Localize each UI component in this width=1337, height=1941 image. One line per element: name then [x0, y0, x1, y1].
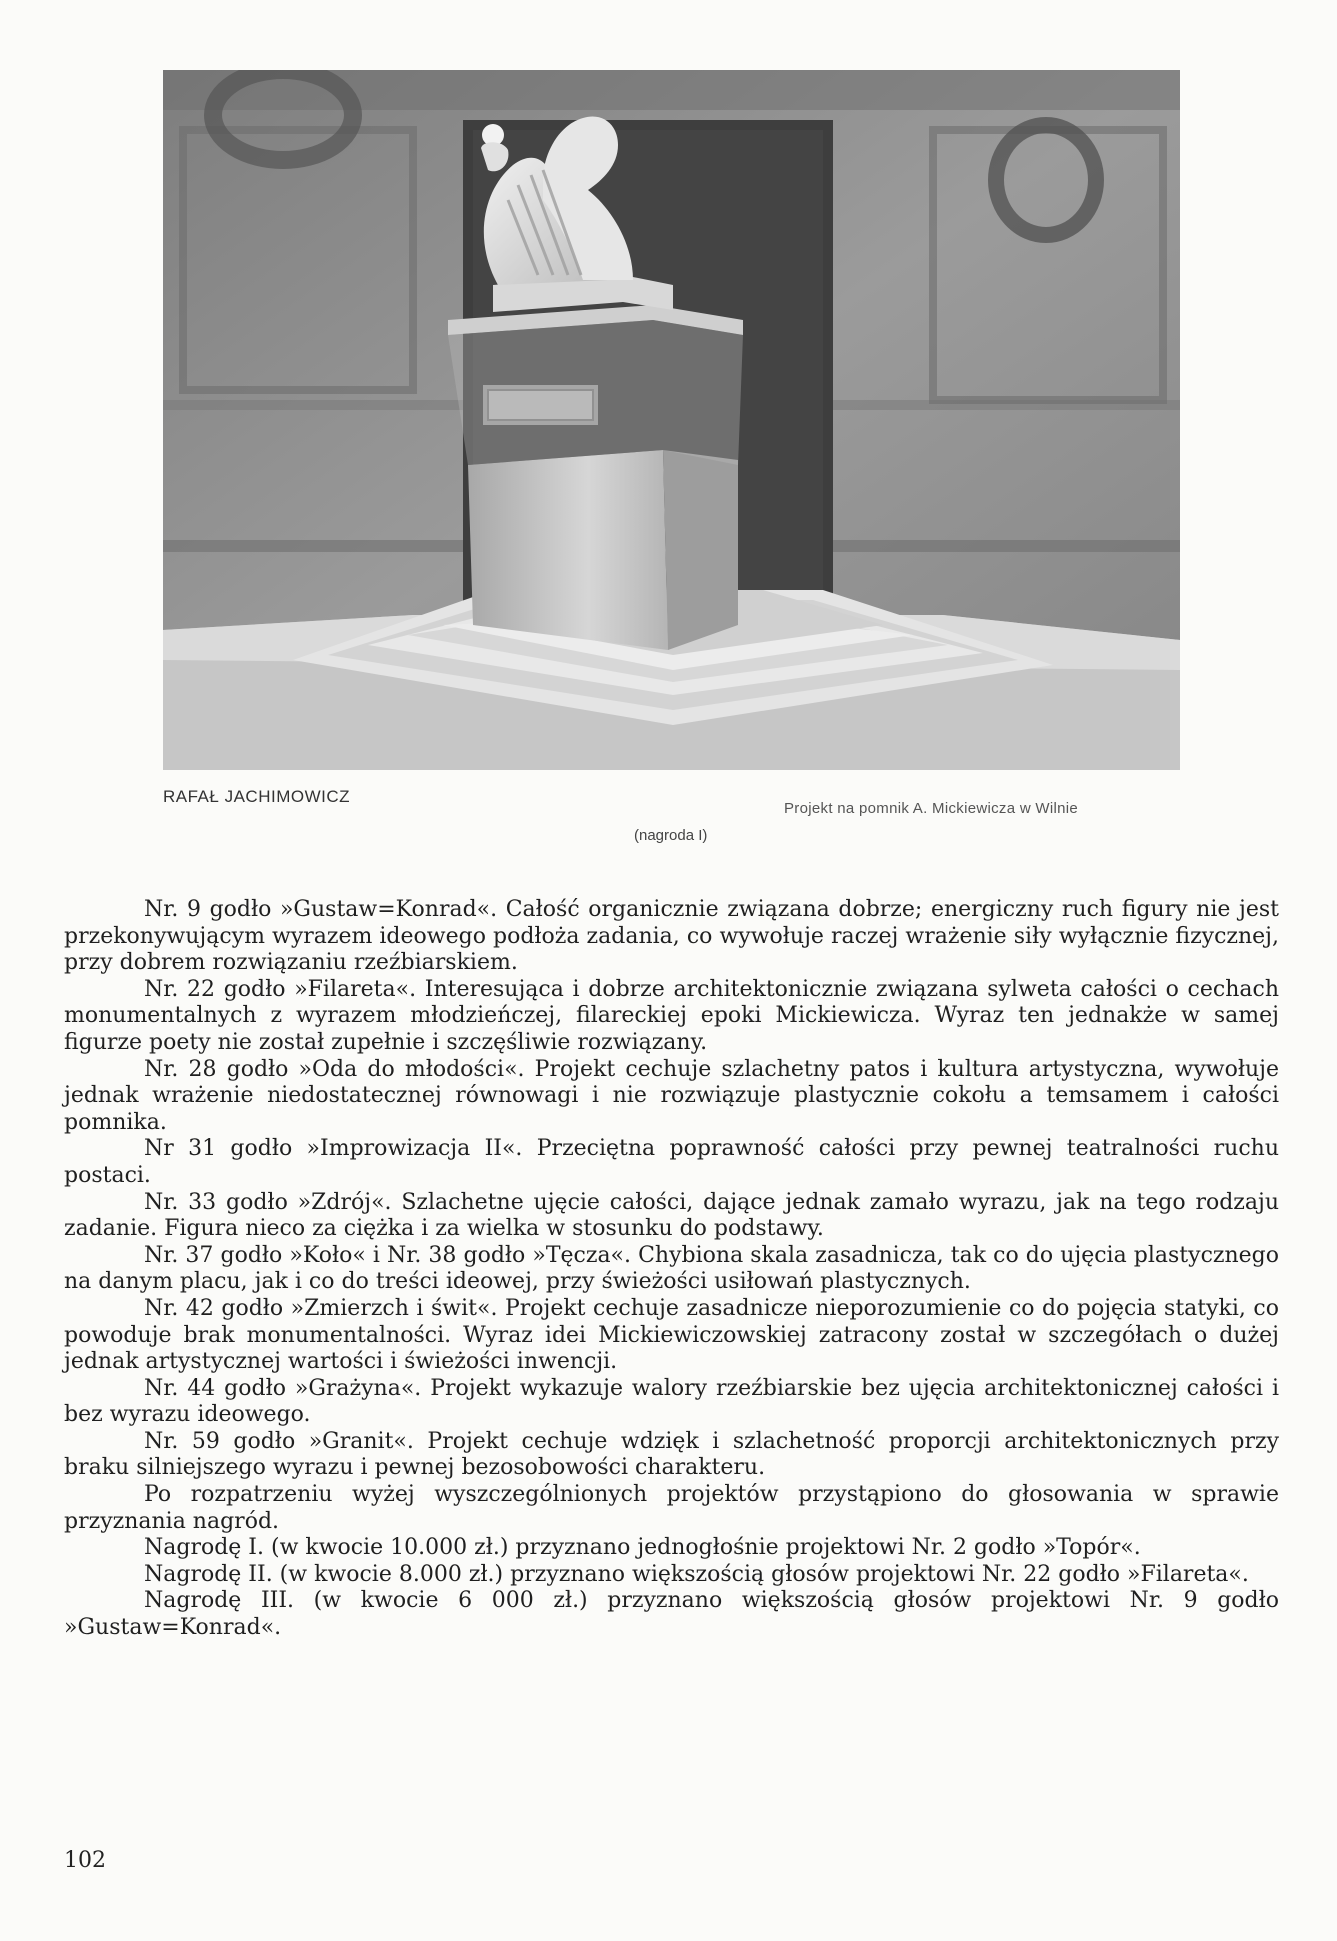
paragraph-nr-9: Nr. 9 godło »Gustaw=Konrad«. Całość organicznie związana dobrze; energiczny ruch figury nie jest przekonywującym wyrazem ideowego podłoża zadania, co wywołuje raczej wrażenie siły wyłącznie fizycznej, przy dobrem rozwiązaniu rzeźbiarskiem.	[64, 897, 1279, 976]
paragraph-nr-31: Nr 31 godło »Improwizacja II«. Przeciętna poprawność całości przy pewnej teatralności ruchu postaci.	[64, 1136, 1279, 1188]
caption-title: Projekt na pomnik A. Mickiewicza w Wilnie	[784, 800, 1079, 817]
paragraph-prize-3: Nagrodę III. (w kwocie 6 000 zł.) przyznano większością głosów projektowi Nr. 9 godło »Gustaw=Konrad«.	[64, 1588, 1279, 1641]
jury-report-text	[64, 897, 1279, 1642]
paragraph-prize-1: Nagrodę I. (w kwocie 10.000 zł.) przyznano jednogłośnie projektowi Nr. 2 godło »Topór«.	[144, 1535, 1141, 1561]
caption-prize: (nagroda I)	[634, 827, 708, 844]
monument-photo-drawing	[163, 70, 1180, 770]
paragraph-nr-37-38: Nr. 37 godło »Koło« i Nr. 38 godło »Tęcza«. Chybiona skala zasadnicza, tak co do ujęcia plastycznego na danym placu, jak i co do treści ideowej, przy świeżości usiłowań plastycznych.	[64, 1242, 1279, 1295]
paragraph-nr-44: Nr. 44 godło »Grażyna«. Projekt wykazuje walory rzeźbiarskie bez ujęcia architektonicznej całości i bez wyrazu ideowego.	[64, 1375, 1279, 1428]
caption-author: RAFAŁ JACHIMOWICZ	[163, 787, 351, 806]
paragraph-nr-22: Nr. 22 godło »Filareta«. Interesująca i dobrze architektonicznie związana sylweta całości o cechach monumentalnych z wyrazem młodzieńczej, filareckiej epoki Mickiewicza. Wyraz ten jednakże w samej figurze poety nie został zupełnie i szczęśliwie rozwiązany.	[64, 976, 1279, 1055]
paragraph-prize-2: Nagrodę II. (w kwocie 8.000 zł.) przyznano większością głosów projektowi Nr. 22 godło »Filareta«.	[144, 1561, 1249, 1587]
page-number: 102	[64, 1848, 106, 1873]
paragraph-nr-59: Nr. 59 godło »Granit«. Projekt cechuje wdzięk i szlachetność proporcji architektonicznych przy braku silniejszego wyrazu i pewnej bezosobowości charakteru.	[64, 1428, 1279, 1481]
paragraph-nr-42: Nr. 42 godło »Zmierzch i świt«. Projekt cechuje zasadnicze nieporozumienie co do pojęcia statyki, co powoduje brak monumentalności. Wyraz idei Mickiewiczowskiej zatracony został w szczegółach o dużej jednak artystycznej wartości i świeżości inwencji.	[64, 1295, 1279, 1375]
paragraph-nr-33: Nr. 33 godło »Zdrój«. Szlachetne ujęcie całości, dające jednak zamało wyrazu, jak na tego rodzaju zadanie. Figura nieco za ciężka i za wielka w stosunku do podstawy.	[64, 1189, 1279, 1242]
paragraph-nr-28: Nr. 28 godło »Oda do młodości«. Projekt cechuje szlachetny patos i kultura artystyczna, wywołuje jednak wrażenie niedostatecznej równowagi i nie rozwiązuje plastycznie cokołu a temsamem i całości pomnika.	[64, 1056, 1279, 1135]
monument-photo	[163, 70, 1180, 770]
paragraph-voting: Po rozpatrzeniu wyżej wyszczególnionych projektów przystąpiono do głosowania w sprawie przyznania nagród.	[64, 1482, 1279, 1534]
